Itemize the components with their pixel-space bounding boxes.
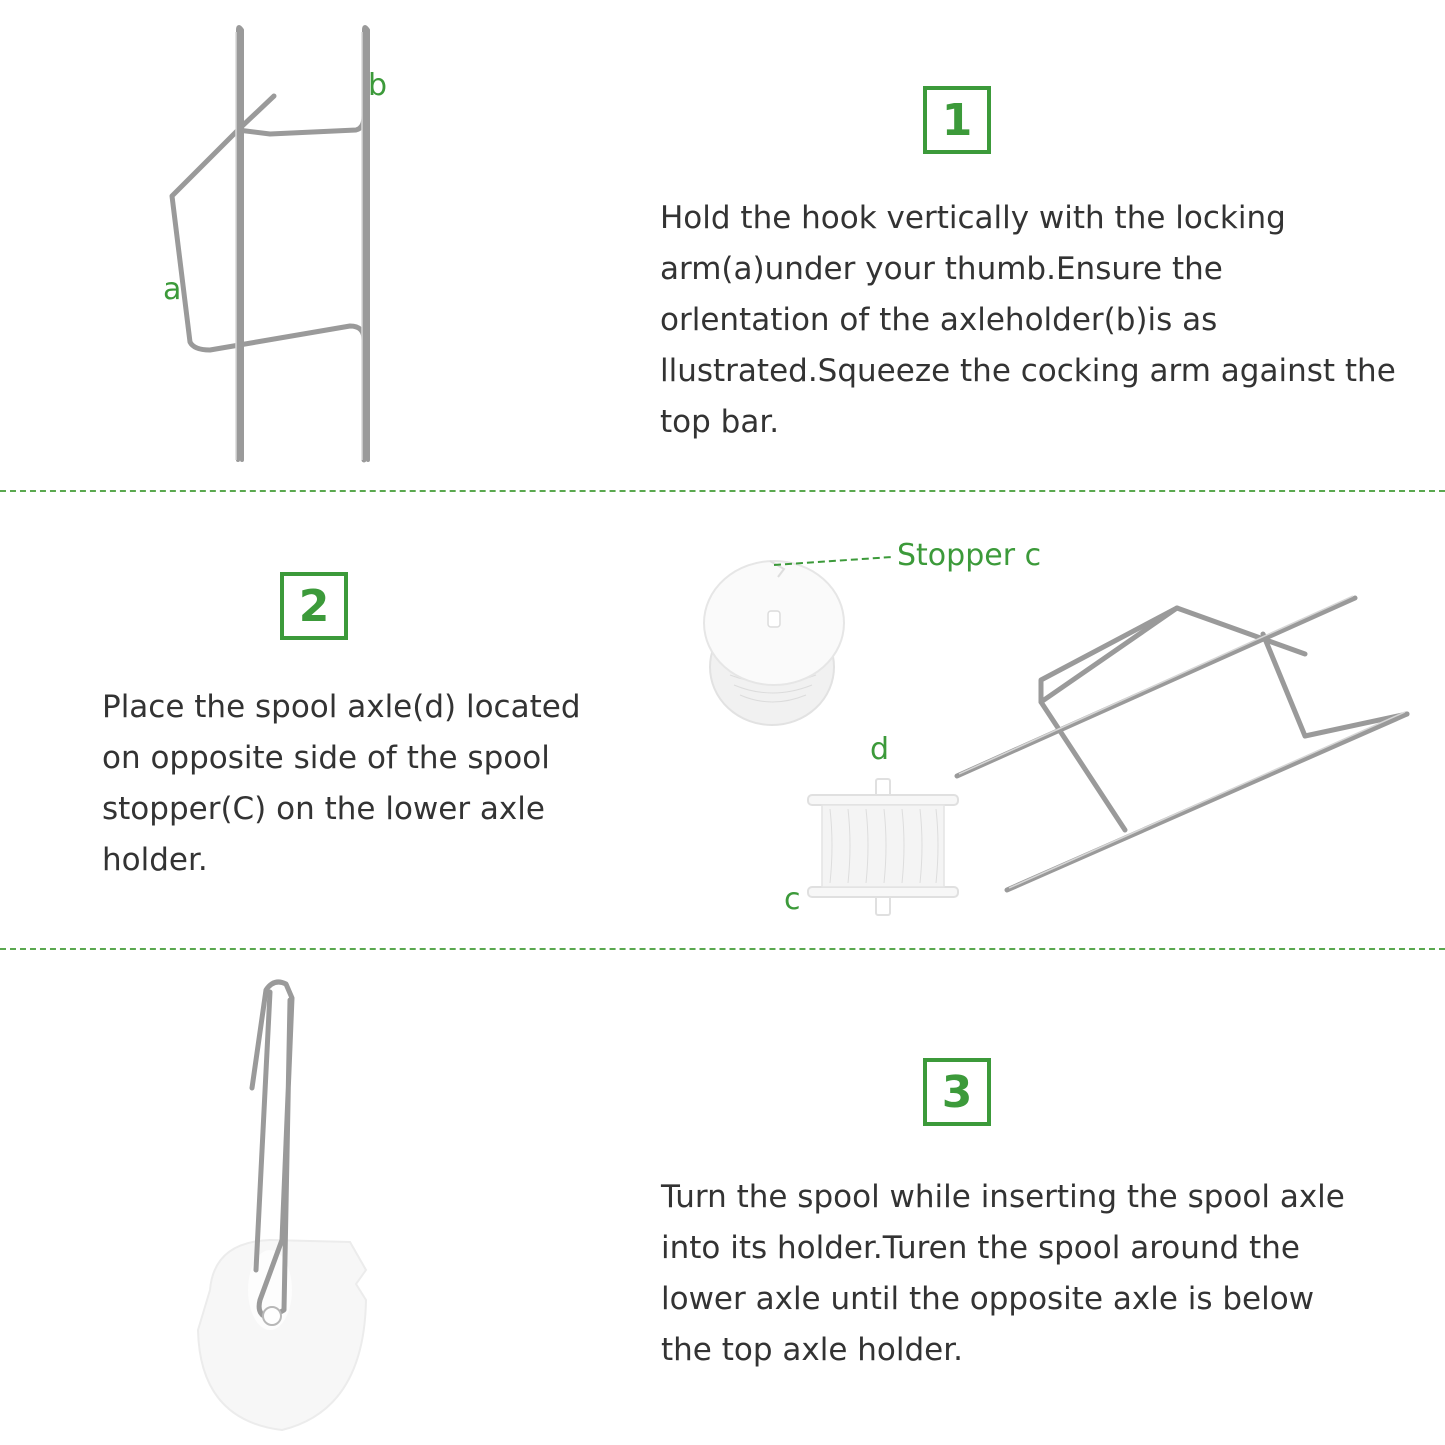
hook-vertical-illustration — [150, 20, 390, 470]
step-1-text: Hold the hook vertically with the locking arm(a)under your thumb.Ensure the orlentation of the axleholder(b)is as llustrated.Squeeze the cocking arm against the top bar. — [660, 200, 1396, 440]
step-2-text: Place the spool axle(d) located on opposite side of the spool stopper(C) on the lower axle holder. — [102, 689, 581, 878]
axle-holder-label: b — [368, 68, 388, 103]
spool-on-hook-illustration — [190, 970, 380, 1440]
stopper-label: Stopper c — [897, 538, 1042, 573]
step-3-text: Turn the spool while inserting the spool axle into its holder.Turen the spool around the lower axle until the opposite axle is below the top axle holder. — [661, 1179, 1345, 1368]
locking-arm-label: a — [163, 272, 182, 307]
step-number-1: 1 — [923, 86, 991, 154]
section-divider — [0, 490, 1445, 492]
spool-stopper-label: c — [784, 882, 801, 917]
hook-horizontal-illustration — [945, 590, 1425, 900]
spool-axle-label: d — [870, 732, 890, 767]
step-number-2: 2 — [280, 572, 348, 640]
section-divider — [0, 948, 1445, 950]
step-number-3: 3 — [923, 1058, 991, 1126]
spool-with-stopper-illustration — [700, 555, 900, 735]
